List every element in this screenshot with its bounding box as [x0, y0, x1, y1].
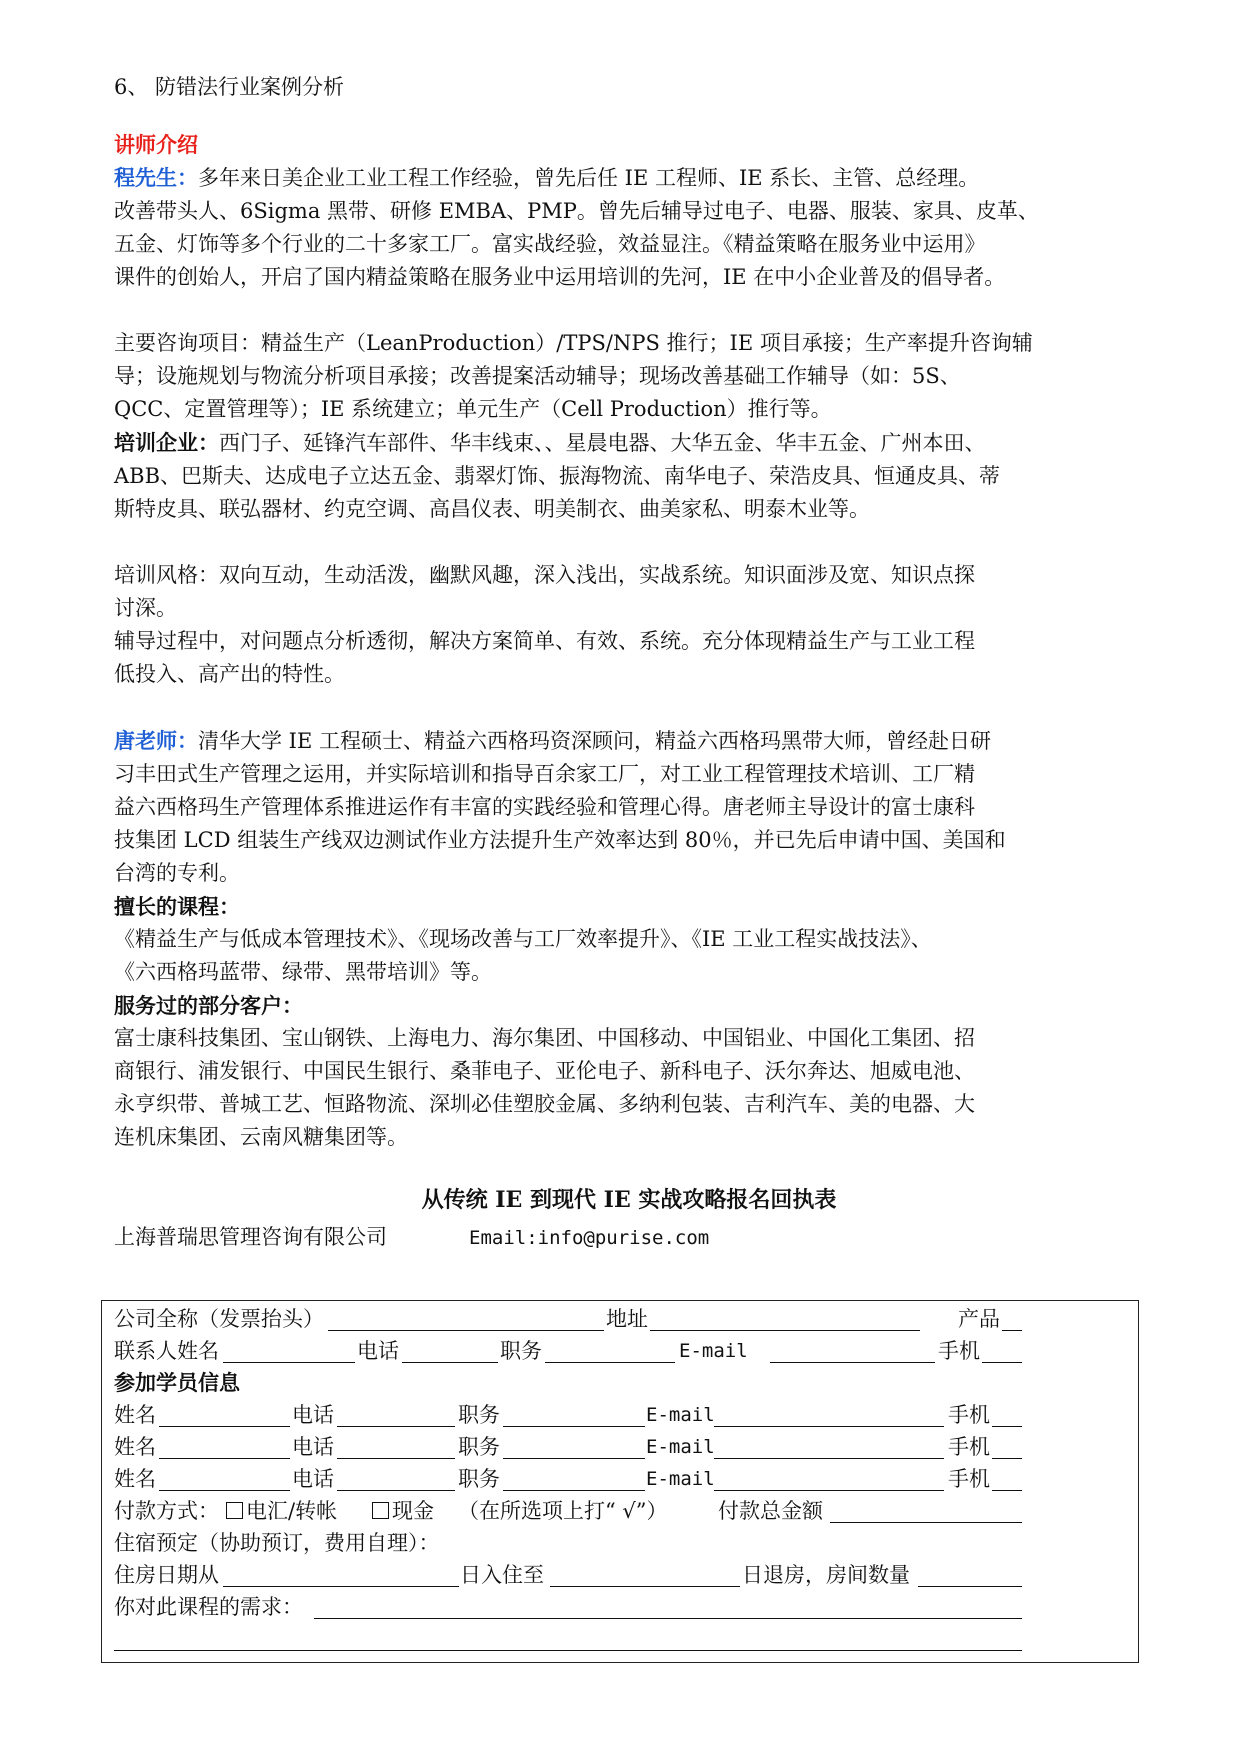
form-title: 从传统 IE 到现代 IE 实战攻略报名回执表: [421, 1187, 837, 1213]
tang-intro: [114, 724, 1144, 890]
participant-row: [102, 1399, 1138, 1431]
participant-position-label: 职务: [458, 1403, 500, 1427]
participant-phone-field[interactable]: [337, 1458, 455, 1459]
tang-line: 清华大学 IE 工程硕士、精益六西格玛资深顾问，精益六西格玛黑带大师，曾经赴日研: [198, 729, 991, 753]
room-count-field[interactable]: [918, 1586, 1022, 1587]
tang-line: 台湾的专利。: [114, 861, 240, 885]
address-label: 地址: [606, 1307, 648, 1331]
form-row-dates: [102, 1559, 1138, 1591]
training-line: 斯特皮具、联弘器材、约克空调、高昌仪表、明美制衣、曲美家私、明泰木业等。: [114, 497, 870, 521]
training-label: 培训企业：: [114, 430, 219, 455]
cheng-line: 多年来日美企业工业工程工作经验，曾先后任 IE 工程师、IE 系长、主管、总经理。: [198, 166, 980, 190]
product-label: 产品: [958, 1307, 1000, 1331]
form-row-participants-heading: [102, 1367, 1138, 1399]
participant-mobile-field[interactable]: [992, 1426, 1022, 1427]
contact-email-field[interactable]: [770, 1362, 935, 1363]
company-line: [114, 1221, 1144, 1255]
cash-checkbox[interactable]: [372, 1502, 389, 1519]
form-row-lodging: [102, 1527, 1138, 1559]
form-row-contact: [102, 1335, 1138, 1367]
lodging-label: 住宿预定（协助预订，费用自理）：: [114, 1531, 440, 1555]
cheng-line: 改善带头人、6Sigma 黑带、研修 EMBA、PMP。曾先后辅导过电子、电器、服装、家具、皮革、: [114, 199, 1039, 223]
participant-email-label: E-mail: [646, 1404, 715, 1426]
participant-name-field[interactable]: [159, 1458, 290, 1459]
participant-mobile-field[interactable]: [992, 1490, 1022, 1491]
participant-phone-field[interactable]: [337, 1426, 455, 1427]
company-email: Email:info@purise.com: [469, 1227, 710, 1249]
participant-row: [102, 1431, 1138, 1463]
cheng-style: [114, 559, 1144, 691]
company-full-label: 公司全称（发票抬头）: [114, 1307, 324, 1331]
total-label: 付款总金额: [718, 1499, 823, 1523]
client-line: 富士康科技集团、宝山钢铁、上海电力、海尔集团、中国移动、中国铝业、中国化工集团、招: [114, 1026, 975, 1050]
participant-name-label: 姓名: [114, 1435, 156, 1459]
client-line: 永亨织带、普城工艺、恒路物流、深圳必佳塑胶金属、多纳利包装、吉利汽车、美的电器、大: [114, 1092, 975, 1116]
transfer-option[interactable]: [226, 1495, 337, 1527]
cheng-intro: [114, 161, 1144, 294]
cash-option[interactable]: [372, 1495, 434, 1527]
participant-email-label: E-mail: [646, 1468, 715, 1490]
cheng-name: 程先生：: [114, 165, 198, 190]
participant-email-field[interactable]: [714, 1490, 944, 1491]
consult-line: QCC、定置管理等）；IE 系统建立；单元生产（Cell Production）推行等。: [114, 397, 832, 421]
form-row-payment: [102, 1495, 1138, 1527]
participant-position-field[interactable]: [503, 1458, 645, 1459]
payment-label: 付款方式：: [114, 1499, 219, 1523]
training-line: 西门子、延锋汽车部件、华丰线束、、星晨电器、大华五金、华丰五金、广州本田、: [219, 431, 986, 455]
cheng-line: 课件的创始人，开启了国内精益策略在服务业中运用培训的先河，IE 在中小企业普及的倡导者。: [114, 265, 1006, 289]
contact-label: 联系人姓名: [114, 1339, 219, 1363]
form-row-company: [102, 1303, 1138, 1335]
tang-name: 唐老师：: [114, 728, 198, 753]
contact-position-field[interactable]: [545, 1362, 675, 1363]
participant-phone-label: 电话: [292, 1435, 334, 1459]
course-line: 《六西格玛蓝带、绿带、黑带培训》等。: [114, 960, 492, 984]
transfer-checkbox[interactable]: [226, 1502, 243, 1519]
participant-mobile-field[interactable]: [992, 1458, 1022, 1459]
participant-mobile-label: 手机: [948, 1467, 990, 1491]
contact-field[interactable]: [223, 1362, 355, 1363]
form-row-needs-extra: [102, 1623, 1138, 1655]
contact-mobile-label: 手机: [938, 1339, 980, 1363]
cheng-consulting: [114, 327, 1144, 426]
participant-name-label: 姓名: [114, 1403, 156, 1427]
document-page: [114, 0, 1144, 1255]
form-row-needs: [102, 1591, 1138, 1623]
cash-option-label: 现金: [392, 1499, 434, 1523]
contact-email-label: E-mail: [679, 1340, 748, 1362]
participant-email-field[interactable]: [714, 1458, 944, 1459]
client-line: 商银行、浦发银行、中国民生银行、桑菲电子、亚伦电子、新科电子、沃尔奔达、旭威电池、: [114, 1059, 975, 1083]
tang-line: 技集团 LCD 组装生产线双边测试作业方法提升生产效率达到 80％，并已先后申请中国、美国和: [114, 828, 1006, 852]
participant-mobile-label: 手机: [948, 1403, 990, 1427]
address-field[interactable]: [650, 1330, 920, 1331]
participant-email-label: E-mail: [646, 1436, 715, 1458]
courses-label: 擅长的课程：: [114, 894, 240, 919]
needs-field-extra[interactable]: [114, 1650, 1022, 1651]
contact-phone-label: 电话: [357, 1339, 399, 1363]
transfer-option-label: 电汇/转帐: [246, 1499, 338, 1523]
contact-position-label: 职务: [500, 1339, 542, 1363]
checkin-suffix: 日入住至: [460, 1563, 544, 1587]
consult-line: 主要咨询项目：精益生产（LeanProduction）/TPS/NPS 推行；IE 项目承接；生产率提升咨询辅: [114, 331, 1033, 355]
tang-line: 益六西格玛生产管理体系推进运作有丰富的实践经验和管理心得。唐老师主导设计的富士康科: [114, 795, 975, 819]
product-field[interactable]: [1002, 1330, 1022, 1331]
participant-mobile-label: 手机: [948, 1435, 990, 1459]
course-line: 《精益生产与低成本管理技术》、《现场改善与工厂效率提升》、《IE 工业工程实战技法》、: [114, 927, 932, 951]
contact-mobile-field[interactable]: [982, 1362, 1022, 1363]
participant-email-field[interactable]: [714, 1426, 944, 1427]
checkout-suffix: 日退房，房间数量: [742, 1563, 910, 1587]
payment-hint: （在所选项上打“ √”）: [458, 1499, 668, 1523]
participant-name-field[interactable]: [159, 1426, 290, 1427]
participant-position-label: 职务: [458, 1467, 500, 1491]
clients-label: 服务过的部分客户：: [114, 993, 303, 1018]
tang-line: 习丰田式生产管理之运用，并实际培训和指导百余家工厂，对工业工程管理技术培训、工厂精: [114, 762, 975, 786]
top-item: 6、 防错法行业案例分析: [114, 75, 345, 99]
checkin-field[interactable]: [223, 1586, 459, 1587]
needs-field[interactable]: [314, 1618, 1022, 1619]
participant-position-field[interactable]: [503, 1490, 645, 1491]
checkin-label: 住房日期从: [114, 1563, 219, 1587]
registration-form: [101, 1300, 1139, 1663]
client-line: 连机床集团、云南风糖集团等。: [114, 1125, 408, 1149]
total-field[interactable]: [830, 1522, 1022, 1523]
style-line: 讨深。: [114, 596, 177, 620]
participant-phone-label: 电话: [292, 1467, 334, 1491]
company-full-field[interactable]: [328, 1330, 604, 1331]
contact-phone-field[interactable]: [402, 1362, 498, 1363]
style-line: 培训风格：双向互动，生动活泼，幽默风趣，深入浅出，实战系统。知识面涉及宽、知识点探: [114, 563, 975, 587]
checkout-field[interactable]: [550, 1586, 740, 1587]
participant-position-label: 职务: [458, 1435, 500, 1459]
style-line: 低投入、高产出的特性。: [114, 662, 345, 686]
participant-name-field[interactable]: [159, 1490, 290, 1491]
participant-row: [102, 1463, 1138, 1495]
section-heading: 讲师介绍: [114, 132, 198, 157]
style-line: 辅导过程中，对问题点分析透彻，解决方案简单、有效、系统。充分体现精益生产与工业工程: [114, 629, 975, 653]
participant-phone-label: 电话: [292, 1403, 334, 1427]
participant-phone-field[interactable]: [337, 1490, 455, 1491]
cheng-training: [114, 426, 1144, 526]
company-name: 上海普瑞思管理咨询有限公司: [114, 1225, 387, 1249]
participant-name-label: 姓名: [114, 1467, 156, 1491]
participants-heading: 参加学员信息: [114, 1370, 240, 1395]
needs-label: 你对此课程的需求：: [114, 1595, 303, 1619]
cheng-line: 五金、灯饰等多个行业的二十多家工厂。富实战经验，效益显注。《精益策略在服务业中运用》: [114, 232, 986, 256]
training-line: ABB、巴斯夫、达成电子立达五金、翡翠灯饰、振海物流、南华电子、荣浩皮具、恒通皮具、蒂: [114, 464, 1001, 488]
participant-position-field[interactable]: [503, 1426, 645, 1427]
consult-line: 导；设施规划与物流分析项目承接；改善提案活动辅导；现场改善基础工作辅导（如：5S、: [114, 364, 961, 388]
